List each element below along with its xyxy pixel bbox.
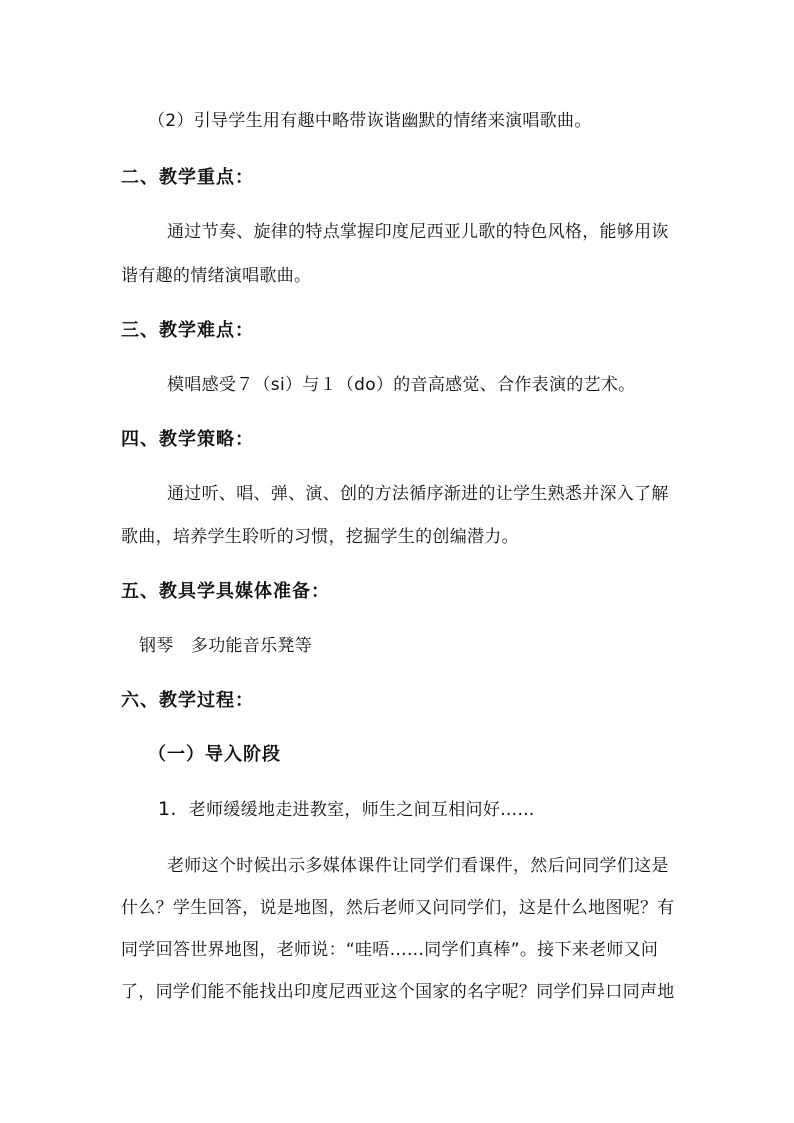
focus-line-1: 通过节奏、旋律的特点掌握印度尼西亚儿歌的特色风格，能够用诙 <box>167 222 669 242</box>
subheading-intro-stage: （一）导入阶段 <box>148 744 281 765</box>
step-item-1 <box>158 795 535 820</box>
paragraph-line-1: 老师这个时候出示多媒体课件让同学们看课件，然后问同学们这是 <box>167 856 669 876</box>
step-text: 老师缓缓地走进教室，师生之间互相问好…… <box>188 800 535 820</box>
strategy-line-1: 通过听、唱、弹、演、创的方法循序渐进的让学生熟悉并深入了解 <box>167 484 669 504</box>
section-heading-difficulty: 三、教学难点： <box>121 320 254 341</box>
paragraph-line-2: 什么？学生回答，说是地图，然后老师又问同学们，这是什么地图呢？有 <box>121 898 675 918</box>
step-number: 1. <box>158 798 177 820</box>
section-heading-focus: 二、教学重点： <box>121 167 254 188</box>
section-heading-strategy: 四、教学策略： <box>121 429 254 450</box>
section-heading-materials: 五、教具学具媒体准备： <box>121 581 330 602</box>
focus-line-2: 谐有趣的情绪演唱歌曲。 <box>121 266 312 286</box>
paragraph-line-3: 同学回答世界地图，老师说：“哇唔……同学们真棒”。接下来老师又问 <box>121 940 659 960</box>
materials-line-1: 钢琴 多功能音乐凳等 <box>139 636 312 656</box>
difficulty-line-1: 模唱感受７（si）与１（do）的音高感觉、合作表演的艺术。 <box>167 375 636 395</box>
strategy-line-2: 歌曲，培养学生聆听的习惯，挖掘学生的创编潜力。 <box>121 527 519 547</box>
section-heading-process: 六、教学过程： <box>121 690 254 711</box>
goal-2-text: （2）引导学生用有趣中略带诙谐幽默的情绪来演唱歌曲。 <box>148 111 592 131</box>
paragraph-line-4: 了，同学们能不能找出印度尼西亚这个国家的名字呢？同学们异口同声地 <box>121 982 675 1002</box>
